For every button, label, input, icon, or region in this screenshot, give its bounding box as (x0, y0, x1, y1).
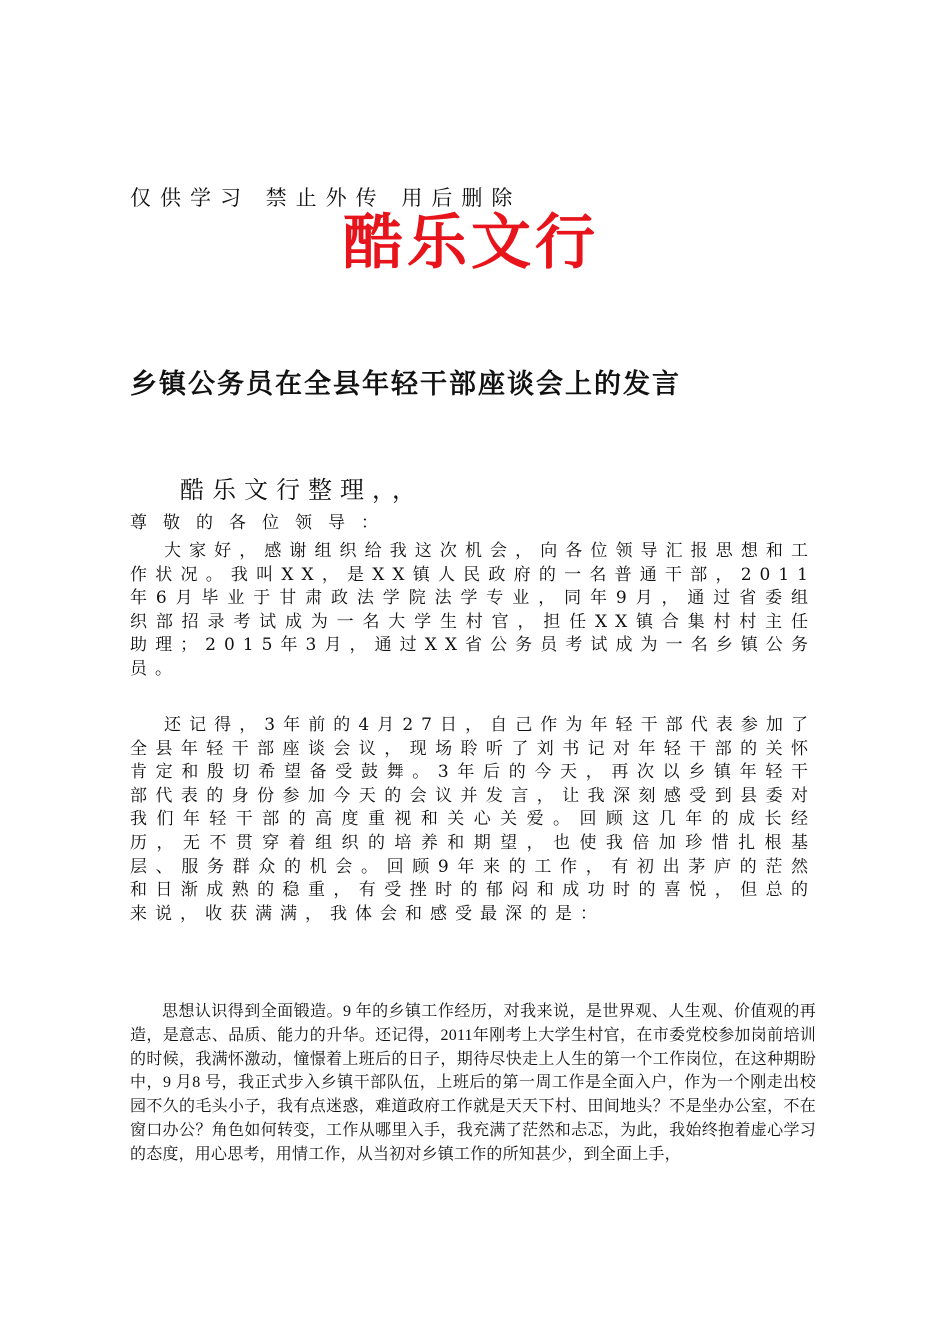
compiler-line: 酷乐文行整理，， (180, 476, 424, 504)
paragraph-recollection: 还记得，3年前的4月27日，自己作为年轻干部代表参加了全县年轻干部座谈会议，现场聆听了刘书记对年轻干部的关怀肯定和殷切希望备受鼓舞。3年后的今天，再次以乡镇年轻干部代表的身份参加今天的会议并发言，让我深刻感受到县委对我们年轻干部的高度重视和关心关爱。回顾这几年的成长经历，无不贯穿着组织的培养和期望，也使我倍加珍惜扎根基层、服务群众的机会。回顾9年来的工作，有初出茅庐的茫然和日渐成熟的稳重，有受挫时的郁闷和成功时的喜悦，但总的来说，收获满满，我体会和感受最深的是： (130, 715, 816, 924)
paragraph-thinking: 思想认识得到全面锻造。9 年的乡镇工作经历，对我来说，是世界观、人生观、价值观的再造，是意志、品质、能力的升华。还记得，2011年刚考上大学生村官，在市委党校参加岗前培训的时候，我满怀激动，憧憬着上班后的日子，期待尽快走上人生的第一个工作岗位，在这种期盼中，9 月8 号，我正式步入乡镇干部队伍，上班后的第一周工作是全面入户，作为一个刚走出校园不久的毛头小子，我有点迷惑，难道政府工作就是天天下村、田间地头？不是坐办公室，不在窗口办公？角色如何转变，工作从哪里入手，我充满了茫然和忐忑，为此，我始终抱着虚心学习的态度，用心思考，用情工作，从当初对乡镇工作的所知甚少，到全面上手， (130, 1003, 816, 1163)
greeting: 尊敬的各位领导： (130, 513, 394, 533)
brand-logo-text: 酷乐文行 (343, 208, 599, 278)
document-title: 乡镇公务员在全县年轻干部座谈会上的发言 (130, 369, 681, 400)
usage-notice: 仅供学习 禁止外传 用后删除 (130, 186, 522, 210)
paragraph-introduction: 大家好，感谢组织给我这次机会，向各位领导汇报思想和工作状况。我叫XX，是XX镇人民政府的一名普通干部，2011年6月毕业于甘肃政法学院法学专业，同年9月，通过省委组织部招录考试成为一名大学生村官，担任XX镇合集村村主任助理；2015年3月，通过XX省公务员考试成为一名乡镇公务员。 (130, 541, 816, 679)
